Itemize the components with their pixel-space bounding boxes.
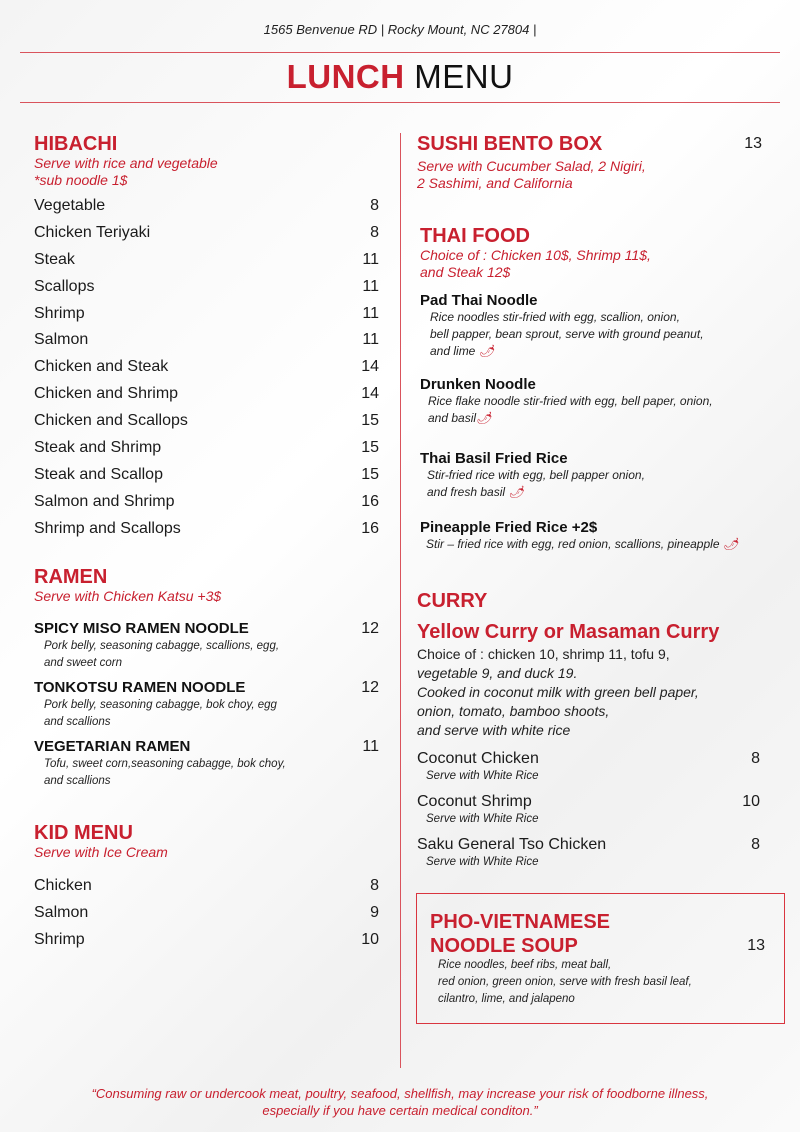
pho-section — [430, 911, 765, 1008]
curry-item-note: Serve with White Rice — [426, 856, 539, 868]
curry-item — [417, 750, 760, 785]
menu-item-row — [34, 462, 379, 489]
menu-item-row — [34, 927, 379, 954]
sushi-bento-heading: SUSHI BENTO BOX — [417, 133, 603, 155]
menu-item-price: 11 — [362, 277, 379, 295]
curry-item — [417, 836, 760, 871]
pho-desc: cilantro, lime, and jalapeno — [438, 993, 575, 1005]
ramen-item-desc: Pork belly, seasoning cabagge, bok choy, egg — [44, 699, 277, 711]
thai-item-desc: and lime — [430, 344, 476, 358]
curry-description: Cooked in coconut milk with green bell paper, — [417, 684, 699, 700]
curry-heading: CURRY — [417, 590, 488, 612]
chili-pepper-icon: 🌶 — [722, 537, 739, 551]
column-divider — [400, 133, 401, 1068]
kid-menu-heading: KID MENU — [34, 822, 133, 844]
curry-subheading: Yellow Curry or Masaman Curry — [417, 621, 720, 643]
menu-item-price: 14 — [361, 385, 379, 403]
restaurant-address: 1565 Benvenue RD | Rocky Mount, NC 27804 | — [263, 22, 537, 37]
menu-item-name: Salmon — [34, 903, 89, 921]
menu-item-row — [34, 873, 379, 900]
thai-item-desc: Rice noodles stir-fried with egg, scallion, onion, — [430, 310, 680, 324]
thai-item-name: Drunken Noodle — [420, 376, 536, 393]
menu-item-name: Chicken — [34, 877, 92, 894]
thai-item-desc: Stir-fried rice with egg, bell papper onion, — [427, 468, 645, 482]
pho-heading: NOODLE SOUP — [430, 935, 578, 957]
menu-item-name: Scallops — [34, 277, 95, 295]
menu-item-row — [34, 489, 379, 516]
menu-title — [0, 58, 800, 96]
menu-item-row — [34, 247, 379, 274]
menu-item-row — [34, 900, 379, 927]
hibachi-subtitle: Serve with rice and vegetable — [34, 155, 218, 171]
menu-item-price: 9 — [370, 903, 379, 921]
menu-item-name: Steak — [34, 250, 75, 268]
curry-item — [417, 793, 760, 828]
thai-item-name: Pineapple Fried Rice +2$ — [420, 519, 598, 536]
menu-item-price: 8 — [370, 877, 379, 894]
chili-pepper-icon: 🌶 — [508, 485, 524, 499]
menu-item-row — [34, 408, 379, 435]
curry-description: and serve with white rice — [417, 722, 571, 738]
menu-item-row — [34, 220, 379, 247]
curry-choice: Choice of : chicken 10, shrimp 11, tofu 9, — [417, 646, 670, 662]
sushi-bento-section — [417, 133, 762, 192]
curry-item-name: Coconut Chicken — [417, 750, 539, 767]
chili-pepper-icon: 🌶 — [478, 344, 494, 358]
menu-item-price: 15 — [361, 439, 379, 457]
disclaimer-line: “Consuming raw or undercook meat, poultry, seafood, shellfish, may increase your risk of foodborne illness, — [91, 1086, 709, 1101]
thai-item — [420, 376, 780, 427]
chili-pepper-icon: 🌶 — [476, 411, 492, 425]
menu-item-name: Chicken and Steak — [34, 358, 169, 376]
curry-item-price: 10 — [742, 793, 760, 810]
menu-item-price: 11 — [362, 304, 379, 322]
hibachi-subtitle-noodle: *sub noodle 1$ — [34, 172, 128, 188]
menu-item-name: Shrimp — [34, 304, 85, 322]
hibachi-list — [34, 193, 379, 543]
menu-item-name: Salmon and Shrimp — [34, 492, 175, 510]
header-divider-bottom — [20, 102, 780, 103]
menu-item-row — [34, 327, 379, 354]
menu-item-row — [34, 435, 379, 462]
menu-item-name: Chicken Teriyaki — [34, 223, 151, 241]
health-disclaimer — [0, 1085, 800, 1119]
ramen-item-desc: Tofu, sweet corn,seasoning cabagge, bok choy, — [44, 758, 286, 770]
ramen-subtitle: Serve with Chicken Katsu +3$ — [34, 588, 222, 604]
ramen-heading: RAMEN — [34, 566, 108, 588]
ramen-item-price: 11 — [362, 738, 379, 755]
menu-item-price: 10 — [361, 930, 379, 948]
curry-choice: vegetable 9, and duck 19. — [417, 665, 578, 681]
hibachi-section — [34, 133, 379, 543]
thai-food-section — [420, 225, 765, 281]
ramen-item-desc: and sweet corn — [44, 657, 122, 669]
thai-item — [420, 292, 780, 360]
menu-item-name: Shrimp and Scallops — [34, 519, 181, 537]
thai-item-desc: and basil — [428, 411, 477, 425]
menu-title-menu: MENU — [414, 58, 514, 95]
curry-description: onion, tomato, bamboo shoots, — [417, 703, 610, 719]
pho-desc: red onion, green onion, serve with fresh basil leaf, — [438, 976, 692, 988]
menu-item-price: 16 — [361, 519, 379, 537]
curry-item-note: Serve with White Rice — [426, 770, 539, 782]
menu-item-price: 8 — [370, 197, 379, 214]
menu-item-name: Steak and Shrimp — [34, 439, 162, 457]
menu-item-row — [34, 381, 379, 408]
menu-item-name: Chicken and Shrimp — [34, 385, 179, 403]
curry-item-note: Serve with White Rice — [426, 813, 539, 825]
menu-item-name: Salmon — [34, 331, 89, 349]
thai-item — [420, 450, 780, 501]
disclaimer-line: especially if you have certain medical conditon.” — [262, 1103, 538, 1118]
menu-item-price: 11 — [362, 331, 379, 349]
menu-item-price: 11 — [362, 250, 379, 268]
ramen-item — [34, 738, 379, 790]
thai-item-name: Pad Thai Noodle — [420, 292, 538, 309]
ramen-item-name: TONKOTSU RAMEN NOODLE — [34, 679, 246, 696]
menu-title-lunch: LUNCH — [286, 58, 405, 95]
menu-item-price: 8 — [370, 223, 379, 241]
thai-item-desc: and fresh basil — [427, 485, 506, 499]
ramen-item-price: 12 — [361, 620, 379, 637]
menu-item-name: Steak and Scallop — [34, 465, 163, 483]
curry-section — [417, 590, 777, 740]
menu-item-price: 14 — [361, 358, 379, 376]
ramen-section — [34, 566, 379, 605]
thai-food-subtitle: and Steak 12$ — [420, 264, 511, 280]
menu-item-name: Vegetable — [34, 197, 106, 214]
sushi-bento-desc: 2 Sashimi, and California — [417, 175, 573, 191]
ramen-item-price: 12 — [361, 679, 379, 696]
pho-heading: PHO-VIETNAMESE — [430, 911, 611, 933]
sushi-bento-price: 13 — [744, 135, 762, 152]
ramen-item-desc: Pork belly, seasoning cabagge, scallions, egg, — [44, 640, 280, 652]
ramen-item-desc: and scallions — [44, 775, 111, 787]
hibachi-heading: HIBACHI — [34, 133, 118, 155]
curry-item-name: Saku General Tso Chicken — [417, 836, 607, 853]
thai-food-subtitle: Choice of : Chicken 10$, Shrimp 11$, — [420, 247, 651, 263]
menu-item-row — [34, 516, 379, 543]
menu-item-name: Shrimp — [34, 930, 85, 948]
menu-item-row — [34, 274, 379, 301]
thai-item-desc: Stir – fried rice with egg, red onion, scallions, pineapple — [426, 537, 720, 551]
kid-menu-subtitle: Serve with Ice Cream — [34, 844, 168, 860]
thai-item-desc: Rice flake noodle stir-fried with egg, bell paper, onion, — [428, 394, 713, 408]
ramen-item-name: SPICY MISO RAMEN NOODLE — [34, 620, 249, 637]
menu-item-row — [34, 301, 379, 328]
kid-menu-section — [34, 822, 379, 954]
header-divider-top — [20, 52, 780, 53]
menu-item-price: 15 — [361, 465, 379, 483]
menu-item-row — [34, 193, 379, 220]
ramen-item — [34, 679, 379, 731]
menu-item-price: 15 — [361, 412, 379, 430]
ramen-item — [34, 620, 379, 672]
kid-menu-list — [34, 873, 379, 954]
menu-item-name: Chicken and Scallops — [34, 412, 188, 430]
thai-item-desc: bell papper, bean sprout, serve with ground peanut, — [430, 327, 704, 341]
ramen-item-desc: and scallions — [44, 716, 111, 728]
pho-price: 13 — [747, 937, 765, 954]
curry-item-price: 8 — [751, 836, 760, 853]
thai-item — [420, 519, 785, 553]
curry-item-name: Coconut Shrimp — [417, 793, 532, 810]
sushi-bento-desc: Serve with Cucumber Salad, 2 Nigiri, — [417, 158, 646, 174]
pho-desc: Rice noodles, beef ribs, meat ball, — [438, 959, 612, 971]
thai-item-name: Thai Basil Fried Rice — [420, 450, 568, 467]
thai-food-heading: THAI FOOD — [420, 225, 530, 247]
curry-item-price: 8 — [751, 750, 760, 767]
menu-item-price: 16 — [361, 492, 379, 510]
menu-item-row — [34, 354, 379, 381]
ramen-item-name: VEGETARIAN RAMEN — [34, 738, 191, 755]
